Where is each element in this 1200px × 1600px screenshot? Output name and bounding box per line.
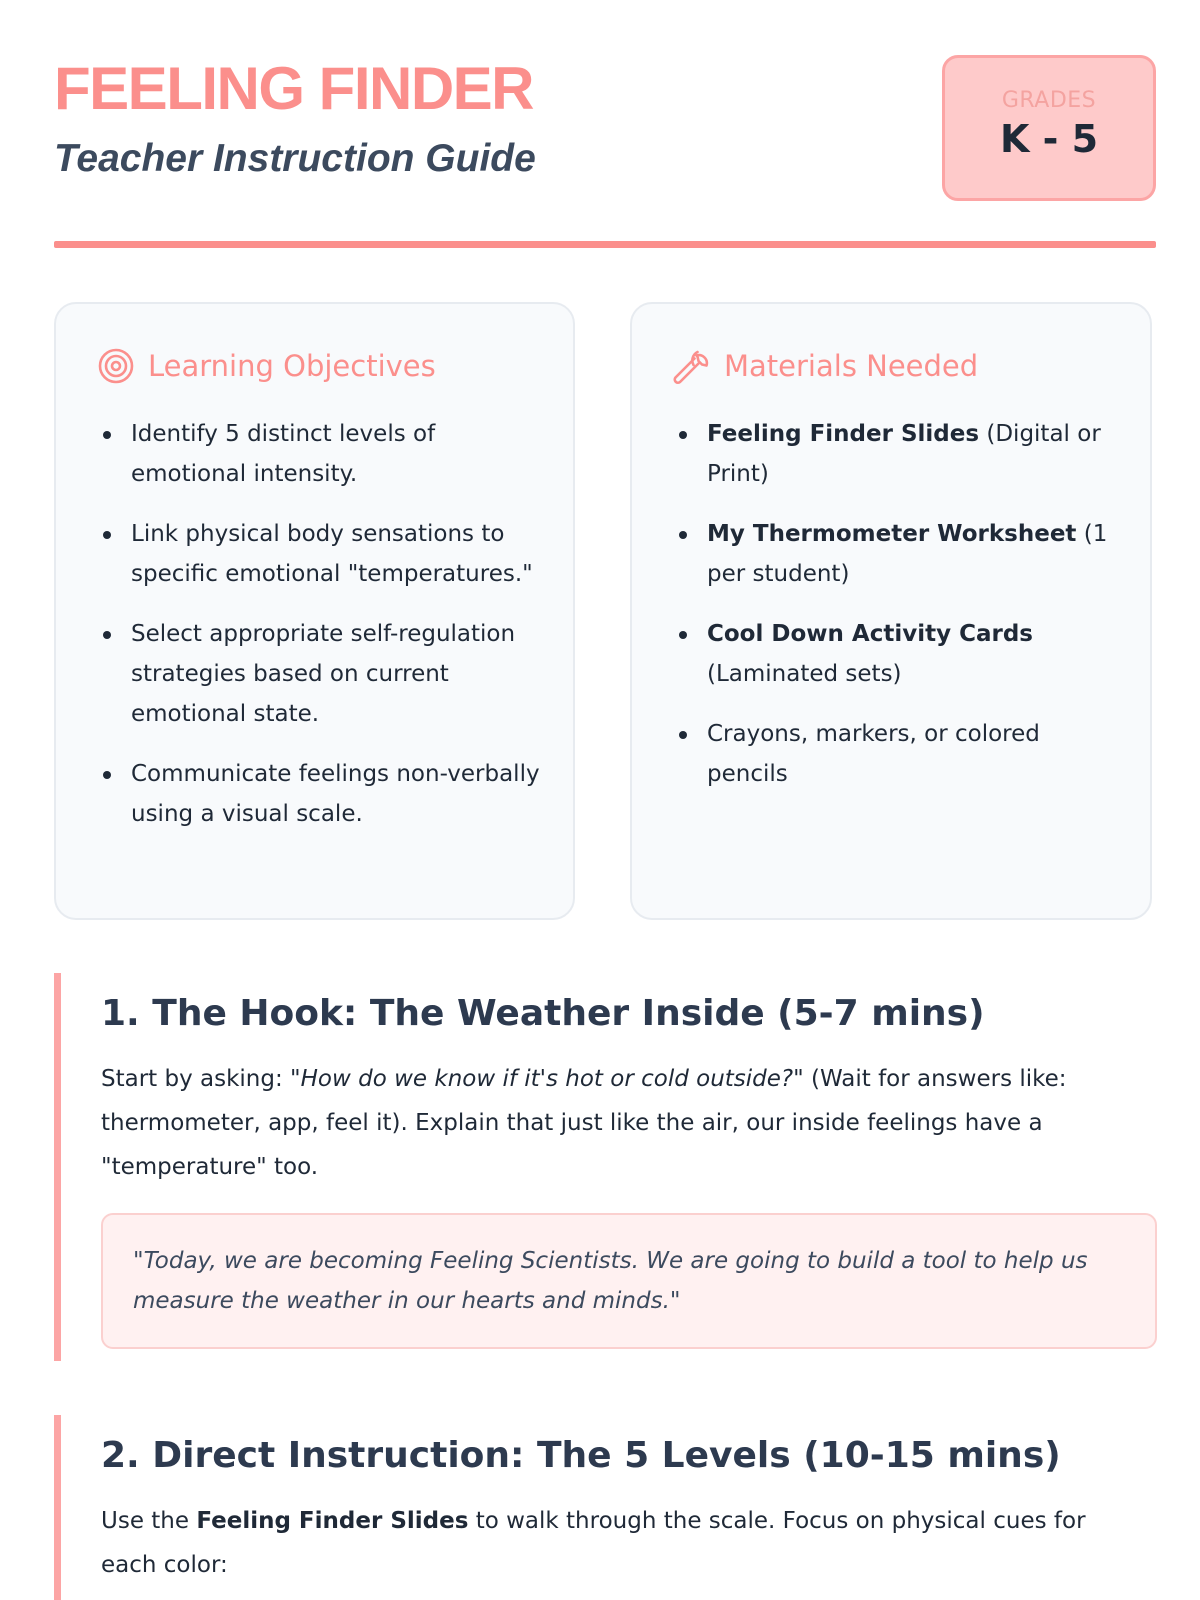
grades-label: GRADES	[1001, 88, 1097, 113]
section-body	[101, 1499, 1111, 1587]
script-quote: "Today, we are becoming Feeling Scientists. We are going to build a tool to help us measure the weather in our hearts and minds."	[101, 1213, 1157, 1349]
materials-list	[679, 414, 1122, 814]
list-item: Communicate feelings non-verbally using a visual scale.	[103, 754, 545, 834]
material-name: Feeling Finder Slides	[707, 421, 980, 447]
body-bold-text: Feeling Finder Slides	[196, 1508, 469, 1534]
section-heading: 1. The Hook: The Weather Inside (5-7 mins)	[101, 993, 985, 1034]
learning-objectives-heading	[96, 346, 436, 386]
list-item: Select appropriate self-regulation strategies based on current emotional state.	[103, 614, 545, 734]
learning-objectives-title: Learning Objectives	[148, 349, 436, 383]
section-direct-instruction	[54, 1415, 1156, 1600]
list-item	[679, 714, 1122, 794]
material-name: My Thermometer Worksheet	[707, 521, 1077, 547]
section-body	[101, 1057, 1111, 1189]
section-hook	[54, 973, 1156, 1361]
grades-badge	[942, 55, 1156, 201]
materials-needed-heading	[672, 346, 978, 386]
objectives-list	[103, 414, 545, 854]
list-item: Identify 5 distinct levels of emotional intensity.	[103, 414, 545, 494]
grades-value: K - 5	[999, 117, 1099, 161]
wrench-icon	[672, 346, 712, 386]
list-item: Link physical body sensations to specific emotional "temperatures."	[103, 514, 545, 594]
page-subtitle: Teacher Instruction Guide	[54, 137, 536, 180]
list-item	[679, 414, 1122, 494]
material-detail: (1 per student)	[707, 521, 1108, 587]
list-item	[679, 614, 1122, 694]
learning-objectives-card	[54, 302, 575, 920]
body-text: (Wait for answers like: thermometer, app, feel it). Explain that just like the air, our inside feelings have a "temperature" too.	[101, 1066, 1067, 1180]
materials-needed-card	[630, 302, 1152, 920]
body-text: Start by asking:	[101, 1066, 291, 1092]
materials-needed-title: Materials Needed	[724, 349, 979, 383]
material-name: Cool Down Activity Cards	[707, 621, 1033, 647]
body-text: to walk through the scale. Focus on physical cues for each color:	[101, 1508, 1086, 1578]
list-item	[679, 514, 1122, 594]
body-italic-question: "How do we know if it's hot or cold outside?"	[290, 1066, 804, 1092]
material-detail: (Laminated sets)	[707, 661, 902, 687]
page-title: FEELING FINDER	[54, 55, 534, 122]
section-heading: 2. Direct Instruction: The 5 Levels (10-15 mins)	[101, 1435, 1061, 1476]
target-icon	[96, 346, 136, 386]
material-detail: (Digital or Print)	[707, 421, 1101, 487]
body-text: Use the	[101, 1508, 197, 1534]
header-divider	[54, 241, 1156, 248]
material-detail: Crayons, markers, or colored pencils	[707, 721, 1040, 787]
